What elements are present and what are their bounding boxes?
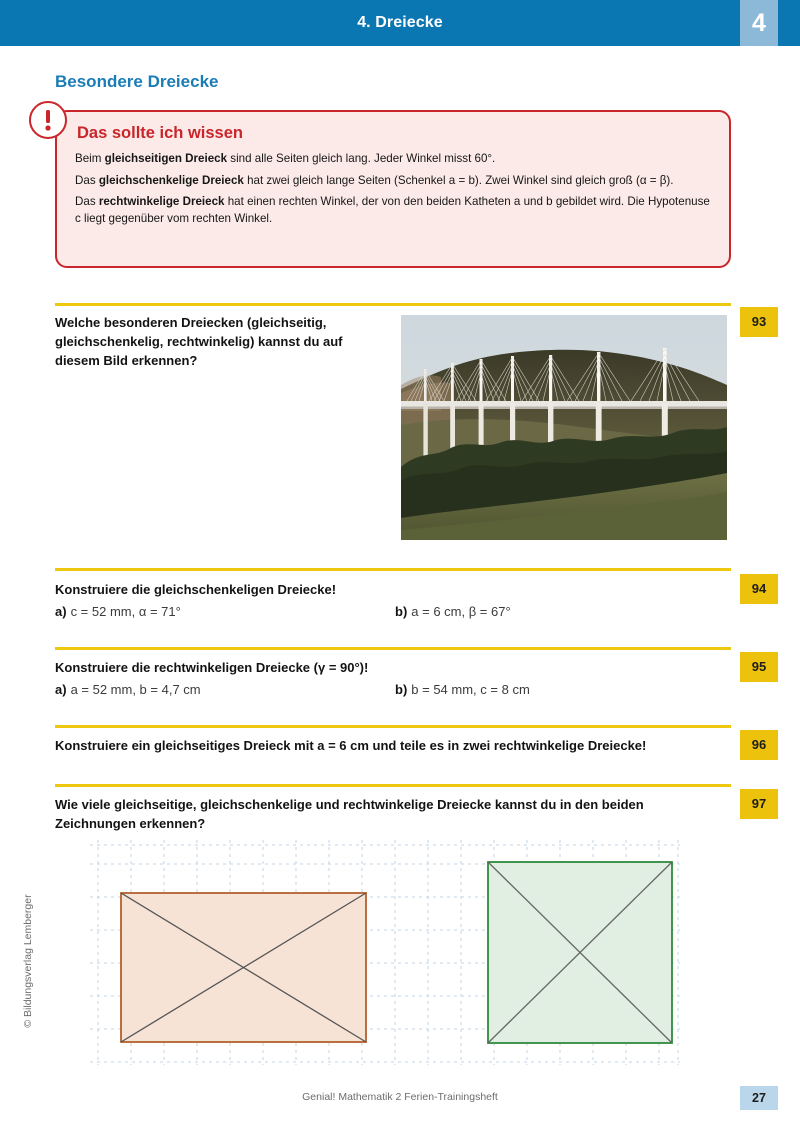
know-p0-post: sind alle Seiten gleich lang. Jeder Winkel misst 60°. bbox=[227, 152, 496, 165]
know-p2-bold: rechtwinkelige Dreieck bbox=[98, 195, 225, 208]
exercise-badge-93: 93 bbox=[740, 307, 778, 337]
exercise-badge-95: 95 bbox=[740, 652, 778, 682]
triangles-figure bbox=[90, 840, 715, 1072]
chapter-number-box: 4 bbox=[740, 0, 778, 46]
exercise-title-94: Konstruiere die gleichschenkeligen Dreiecke! bbox=[55, 582, 337, 597]
item-text: b = 54 mm, c = 8 cm bbox=[411, 682, 530, 697]
section-heading: Besondere Dreiecke bbox=[55, 72, 219, 91]
rectangle-with-diagonals bbox=[121, 893, 366, 1042]
exercise-badge-96: 96 bbox=[740, 730, 778, 760]
header-title: 4. Dreiecke bbox=[357, 14, 443, 31]
exercise-badge-97: 97 bbox=[740, 789, 778, 819]
exercise-divider bbox=[55, 784, 731, 787]
exclamation-icon bbox=[29, 101, 67, 139]
know-box-paragraph bbox=[75, 194, 711, 227]
item-text: c = 52 mm, α = 71° bbox=[70, 604, 181, 619]
item-text: a = 6 cm, β = 67° bbox=[411, 604, 511, 619]
know-p1-bold: gleichschenkelige Dreieck bbox=[98, 173, 244, 187]
item-label: a) bbox=[55, 604, 67, 619]
copyright-notice: © Bildungsverlag Lemberger bbox=[22, 894, 34, 1028]
exercise-title-93: Welche besonderen Dreiecken (gleichseitig, gleichschenkelig, rechtwinkelig) kannst du auf diesem Bild erkennen? bbox=[55, 315, 343, 368]
know-box-title: Das sollte ich wissen bbox=[77, 124, 243, 142]
exercise-title-95: Konstruiere die rechtwinkeligen Dreiecke (γ = 90°)! bbox=[55, 660, 369, 675]
exercise-divider bbox=[55, 568, 731, 571]
exercise-title-96: Konstruiere ein gleichseitiges Dreieck mit a = 6 cm und teile es in zwei rechtwinkelige Dreiecke! bbox=[55, 738, 647, 753]
item-label: b) bbox=[395, 604, 408, 619]
know-box bbox=[55, 110, 731, 268]
exercise-badge-94: 94 bbox=[740, 574, 778, 604]
know-box-paragraph bbox=[75, 173, 711, 190]
know-p2-pre: Das bbox=[75, 195, 99, 208]
know-p1-pre: Das bbox=[75, 173, 99, 187]
exercise-title-97: Wie viele gleichseitige, gleichschenkelige und rechtwinkelige Dreiecke kannst du in den beiden Zeichnungen erkennen? bbox=[55, 797, 644, 831]
know-p0-bold: gleichseitigen Dreieck bbox=[104, 152, 228, 165]
item-label: a) bbox=[55, 682, 67, 697]
item-text: a = 52 mm, b = 4,7 cm bbox=[70, 682, 201, 697]
exercise-95-item-b bbox=[395, 681, 530, 699]
know-p0-pre: Beim bbox=[75, 152, 105, 165]
square-with-diagonals bbox=[488, 862, 672, 1043]
millau-viaduct-photo bbox=[401, 315, 727, 540]
item-label: b) bbox=[395, 682, 408, 697]
page-header bbox=[0, 0, 800, 46]
know-p1-post: hat zwei gleich lange Seiten (Schenkel a = b). Zwei Winkel sind gleich groß (α = β). bbox=[243, 173, 674, 187]
exercise-95-item-a bbox=[55, 681, 201, 699]
exercise-divider bbox=[55, 647, 731, 650]
page-number-box: 27 bbox=[740, 1086, 778, 1110]
footer-text: Genial! Mathematik 2 Ferien-Trainingsheft bbox=[302, 1091, 498, 1103]
know-p2-post: hat einen rechten Winkel, der von den beiden Katheten a und b gebildet wird. Die Hypotenuse c liegt gegenüber vom rechten Winkel. bbox=[75, 195, 710, 225]
know-box-paragraph bbox=[75, 151, 711, 168]
exercise-94-item-b bbox=[395, 603, 511, 621]
exercise-divider bbox=[55, 303, 731, 306]
exercise-divider bbox=[55, 725, 731, 728]
exercise-94-item-a bbox=[55, 603, 181, 621]
